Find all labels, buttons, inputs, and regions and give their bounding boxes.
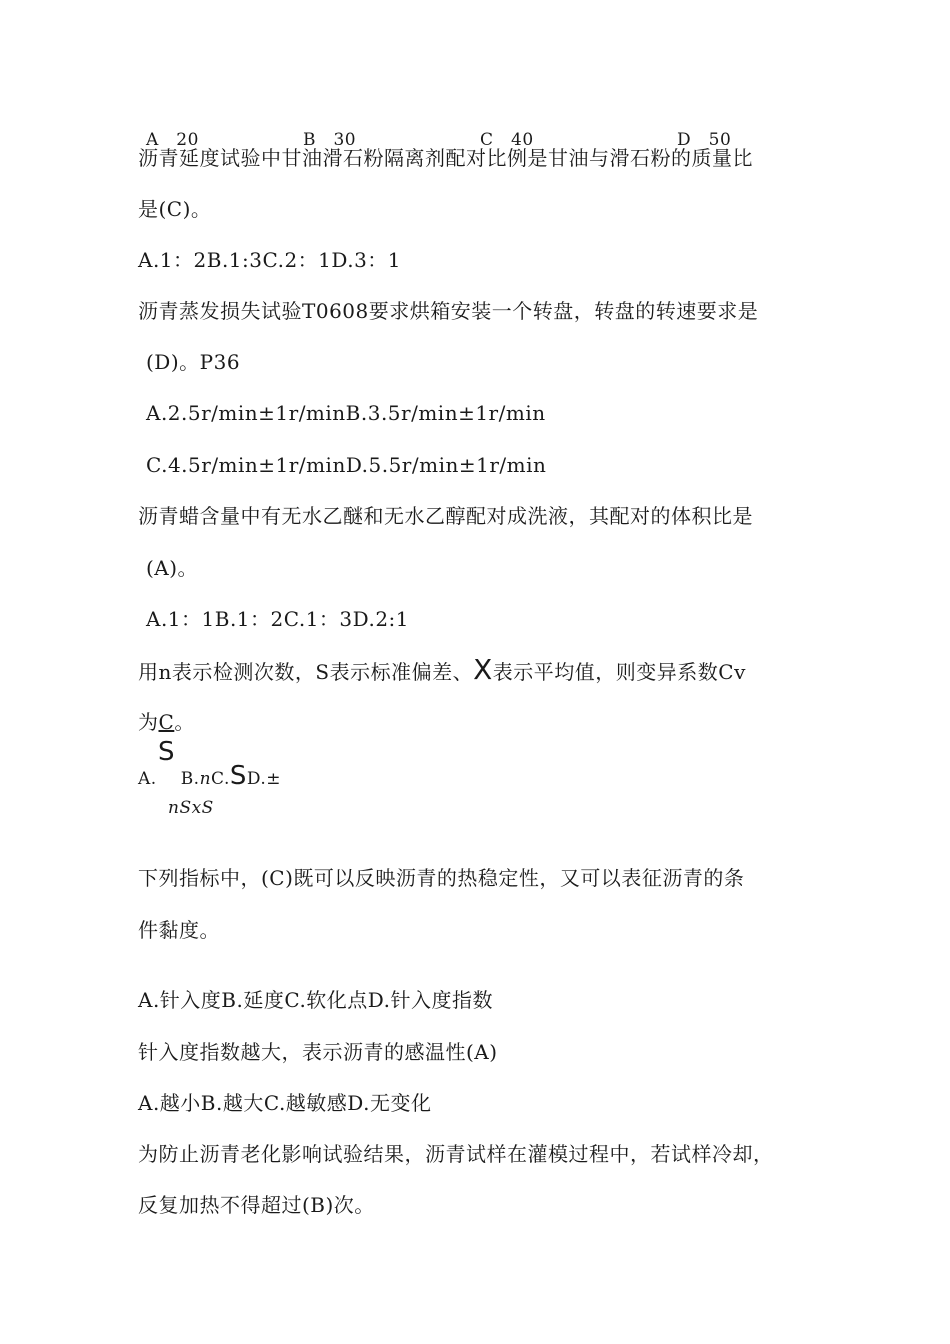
q3-options: A.1：1B.1：2C.1：3D.2:1: [146, 607, 410, 631]
q4-opt-c-s: S: [229, 761, 247, 791]
q1-options: A.1：2B.1:3C.2：1D.3：1: [138, 248, 402, 272]
q3-line2: (A)。: [146, 556, 199, 580]
q3-line1: 沥青蜡含量中有无水乙醚和无水乙醇配对成洗液，其配对的体积比是: [138, 504, 753, 528]
q4-formula-s-top: S: [158, 737, 176, 767]
q2-options1: A.2.5r/min±1r/minB.3.5r/min±1r/min: [146, 401, 546, 425]
q7-line1: 为防止沥青老化影响试验结果，沥青试样在灌模过程中，若试样冷却，: [138, 1142, 774, 1166]
q4-line1: [138, 653, 746, 686]
q4-opt-d: D.±: [246, 769, 282, 789]
overlay-option-d: D 50: [677, 130, 732, 150]
q4-formula-bottom: nSxS: [168, 798, 214, 818]
q4-line2-b: 。: [174, 710, 195, 734]
overlay-option-b: B 30: [303, 130, 357, 150]
q2-line1: 沥青蒸发损失试验T0608要求烘箱安装一个转盘，转盘的转速要求是: [138, 299, 759, 323]
q4-x-symbol: X: [473, 653, 493, 686]
q4-line1-a: 用n表示检测次数，S表示标准偏差、: [138, 660, 474, 684]
q4-opt-a: A.: [138, 769, 157, 789]
q6-line1: 针入度指数越大，表示沥青的感温性(A): [138, 1040, 498, 1064]
q1-line1: 沥青延度试验中甘油滑石粉隔离剂配对比例是甘油与滑石粉的质量比: [138, 146, 753, 170]
q6-options: A.越小B.越大C.越敏感D.无变化: [138, 1091, 432, 1115]
q4-line1-b: 表示平均值，则变异系数Cv: [492, 660, 746, 684]
q4-line2: [138, 710, 195, 734]
q5-line1: 下列指标中，(C)既可以反映沥青的热稳定性，又可以表征沥青的条: [138, 866, 745, 890]
q1-line2: 是(C)。: [138, 197, 212, 221]
overlay-option-a: A 20: [146, 130, 199, 150]
q5-line2: 件黏度。: [138, 918, 220, 942]
q4-opt-b: B.: [180, 769, 200, 789]
q4-opt-b-n: n: [199, 769, 212, 789]
q4-options: [138, 761, 282, 791]
q7-line2: 反复加热不得超过(B)次。: [138, 1193, 375, 1217]
q4-opt-c: C.: [211, 769, 230, 789]
q5-options: A.针入度B.延度C.软化点D.针入度指数: [138, 988, 493, 1012]
q4-line2-a: 为: [138, 710, 159, 734]
q2-options2: C.4.5r/min±1r/minD.5.5r/min±1r/min: [146, 453, 547, 477]
q4-answer: C: [158, 710, 175, 734]
overlay-option-c: C 40: [480, 130, 534, 150]
q2-line2: (D)。P36: [146, 350, 241, 374]
